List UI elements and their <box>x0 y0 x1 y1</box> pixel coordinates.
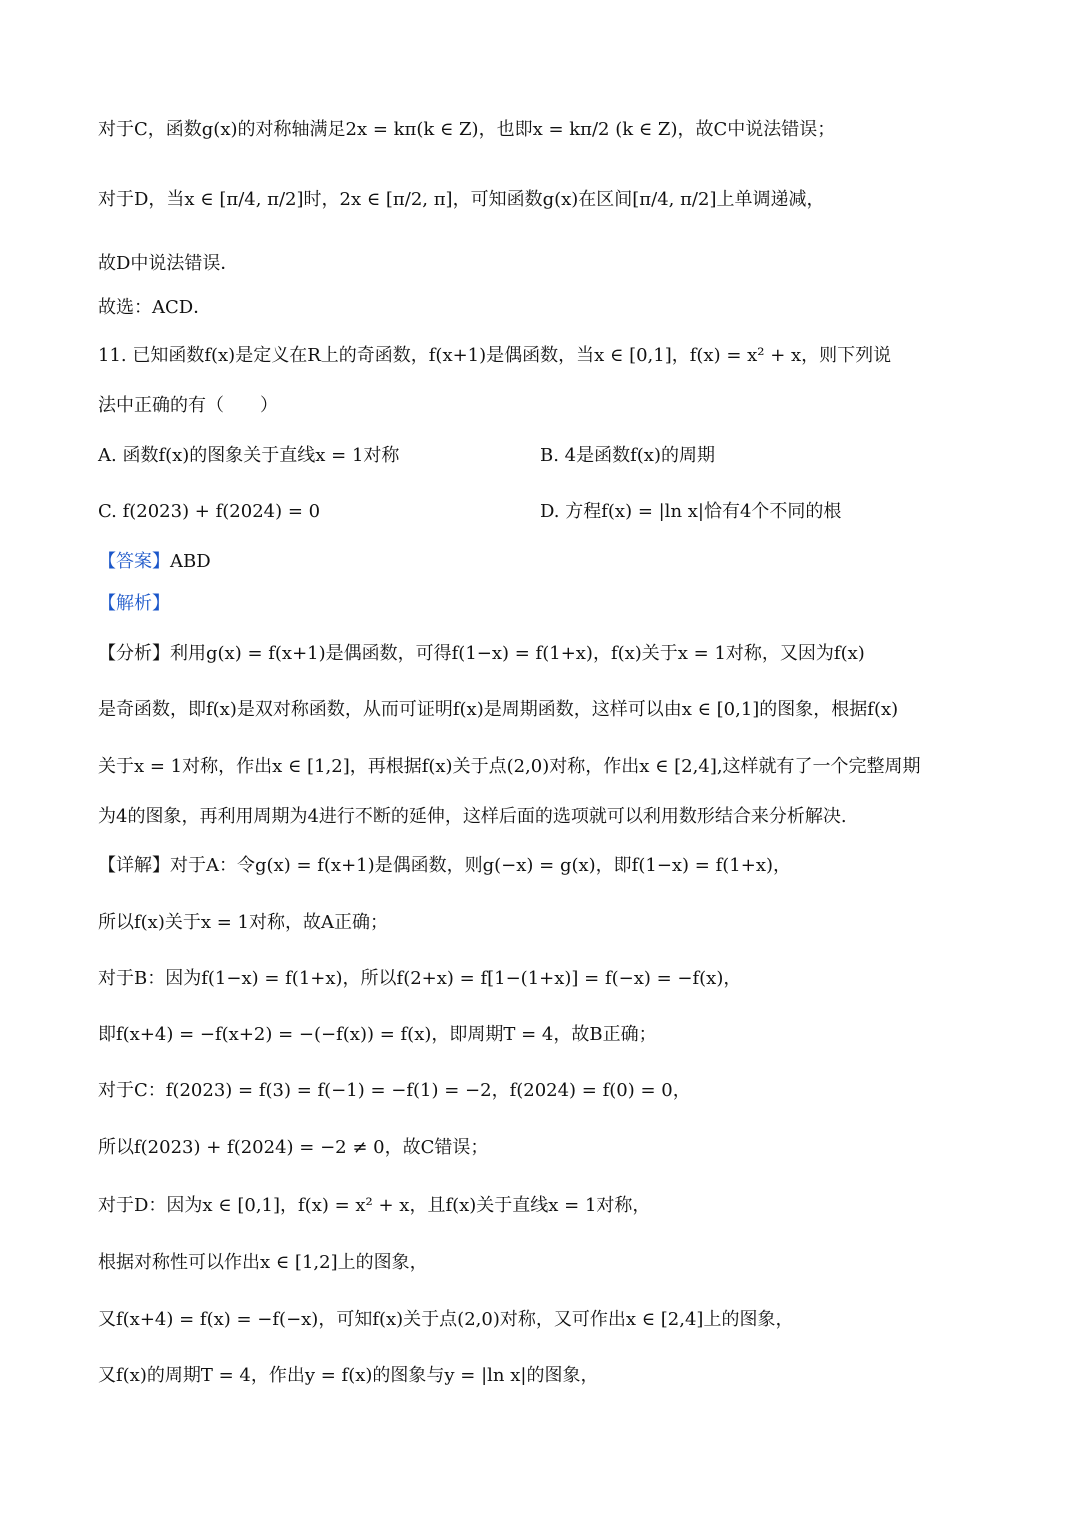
option-c: C. f(2023) + f(2024) = 0 <box>98 501 321 522</box>
option-d: D. 方程f(x) = |ln x|恰有4个不同的根 <box>540 501 842 522</box>
answer-line <box>98 544 211 580</box>
text-line: 对于C，函数g(x)的对称轴满足2x = kπ(k ∈ Z)，也即x = kπ/2 (k ∈ Z)，故C中说法错误； <box>98 119 836 140</box>
text-line: 故选：ACD． <box>98 297 212 318</box>
fenxi-text: 利用g(x) = f(x+1)是偶函数，可得f(1−x) = f(1+x)，f(x)关于x = 1对称，又因为f(x) <box>170 643 865 664</box>
fenxi-tag: 【分析】 <box>98 643 170 664</box>
xiangjie-line: 根据对称性可以作出x ∈ [1,2]上的图象， <box>98 1252 428 1273</box>
analysis-tag: 【解析】 <box>98 593 170 614</box>
xiangjie-line: 即f(x+4) = −f(x+2) = −(−f(x)) = f(x)，即周期T = 4，故B正确； <box>98 1024 657 1045</box>
xiangjie-line <box>98 848 791 884</box>
fenxi-line: 关于x = 1对称，作出x ∈ [1,2]，再根据f(x)关于点(2,0)对称，作出x ∈ [2,4],这样就有了一个完整周期 <box>98 756 921 777</box>
option-b: B. 4是函数f(x)的周期 <box>540 445 715 466</box>
answer-text: ABD <box>170 551 211 572</box>
xiangjie-line: 又f(x)的周期T = 4，作出y = f(x)的图象与y = |ln x|的图象， <box>98 1365 599 1386</box>
question-stem: 11. 已知函数f(x)是定义在R上的奇函数，f(x+1)是偶函数，当x ∈ [0,1]，f(x) = x² + x，则下列说 <box>98 345 892 366</box>
fenxi-line: 为4的图象，再利用周期为4进行不断的延伸，这样后面的选项就可以利用数形结合来分析解决. <box>98 806 847 827</box>
xiangjie-line: 对于B：因为f(1−x) = f(1+x)，所以f(2+x) = f[1−(1+x)] = f(−x) = −f(x)， <box>98 968 742 989</box>
xiangjie-tag: 【详解】 <box>98 855 170 876</box>
fenxi-line: 是奇函数，即f(x)是双对称函数，从而可证明f(x)是周期函数，这样可以由x ∈ [0,1]的图象，根据f(x) <box>98 699 899 720</box>
xiangjie-line: 所以f(x)关于x = 1对称，故A正确； <box>98 912 388 933</box>
xiangjie-line: 所以f(2023) + f(2024) = −2 ≠ 0，故C错误； <box>98 1137 489 1158</box>
analysis-line <box>98 586 170 622</box>
text-line: 对于D，当x ∈ [π/4, π/2]时，2x ∈ [π/2, π]，可知函数g(x)在区间[π/4, π/2]上单调递减， <box>98 189 825 210</box>
xiangjie-line: 对于C：f(2023) = f(3) = f(−1) = −f(1) = −2，f(2024) = f(0) = 0， <box>98 1080 691 1101</box>
xiangjie-line: 对于D：因为x ∈ [0,1]，f(x) = x² + x，且f(x)关于直线x = 1对称， <box>98 1195 651 1216</box>
answer-tag: 【答案】 <box>98 551 170 572</box>
xiangjie-line: 又f(x+4) = f(x) = −f(−x)，可知f(x)关于点(2,0)对称，又可作出x ∈ [2,4]上的图象， <box>98 1309 794 1330</box>
text-line: 故D中说法错误． <box>98 253 239 274</box>
fenxi-line <box>98 636 865 672</box>
xiangjie-text: 对于A：令g(x) = f(x+1)是偶函数，则g(−x) = g(x)，即f(1−x) = f(1+x)， <box>170 855 791 876</box>
question-stem: 法中正确的有（ ） <box>98 395 278 416</box>
option-a: A. 函数f(x)的图象关于直线x = 1对称 <box>98 445 400 466</box>
